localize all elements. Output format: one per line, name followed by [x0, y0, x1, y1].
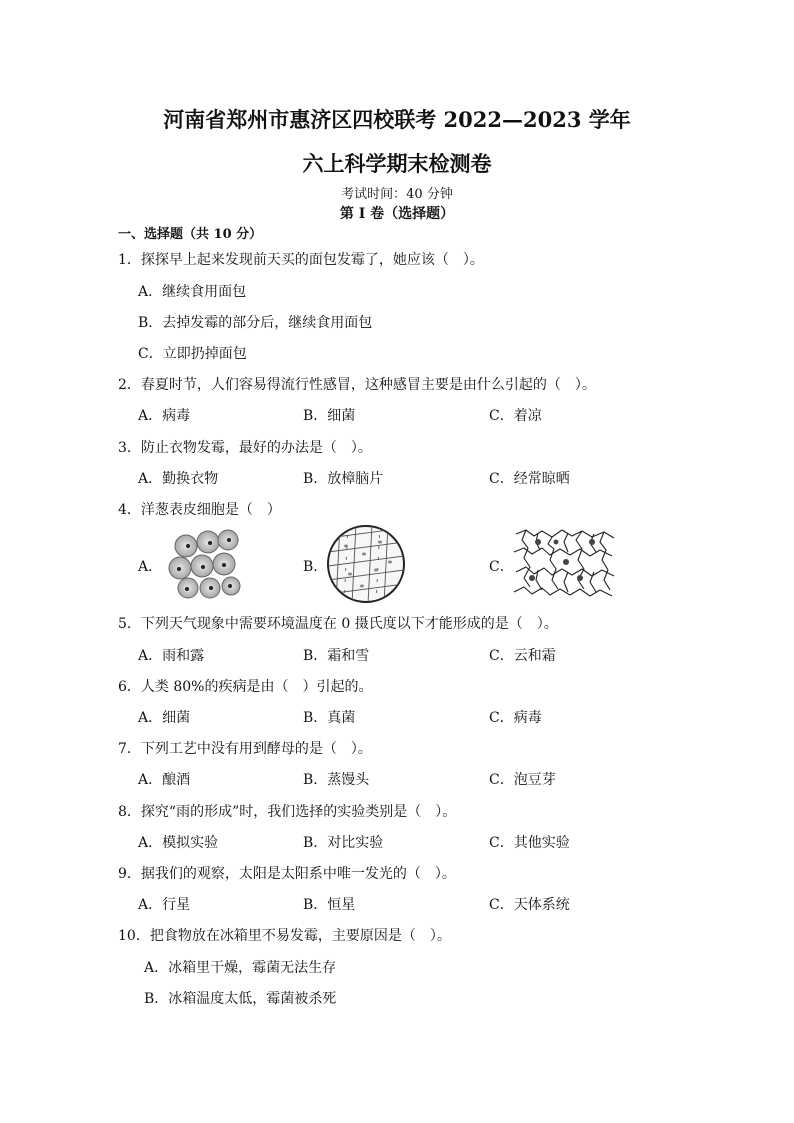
option-a: A．继续食用面包 [138, 284, 247, 300]
question-stem: 9．据我们的观察，太阳是太阳系中唯一发光的（ ）。 [118, 866, 456, 882]
option-b: B．去掉发霉的部分后，继续食用面包 [138, 315, 373, 331]
option-a: A． [138, 559, 163, 575]
irregular-cells-image [512, 528, 618, 600]
option-a: A．细菌 [138, 710, 191, 726]
option-b: B．放樟脑片 [303, 471, 384, 487]
question-stem: 6．人类 80%的疾病是由（ ）引起的。 [118, 679, 373, 695]
section-heading: 一、选择题（共 10 分） [118, 227, 263, 242]
option-a: A．勤换衣物 [138, 471, 219, 487]
option-c: C．经常晾晒 [489, 471, 570, 487]
question-stem: 7．下列工艺中没有用到酵母的是（ ）。 [118, 741, 372, 757]
option-a: A．病毒 [138, 408, 191, 424]
exam-title-line1: 河南省郑州市惠济区四校联考 2022—2023 学年 [163, 107, 631, 132]
option-b: B．冰箱温度太低，霉菌被杀死 [144, 991, 337, 1007]
option-c: C．云和霜 [489, 648, 556, 664]
question-stem: 2．春夏时节，人们容易得流行性感冒，这种感冒主要是由什么引起的（ ）。 [118, 377, 596, 393]
question-stem: 8．探究“雨的形成”时，我们选择的实验类别是（ ）。 [118, 804, 457, 820]
option-b: B． [303, 559, 328, 575]
option-b: B．细菌 [303, 408, 356, 424]
option-b: B．真菌 [303, 710, 356, 726]
question-stem: 1．探探早上起来发现前天买的面包发霉了，她应该（ ）。 [118, 252, 484, 268]
option-c: C． [489, 559, 514, 575]
option-b: B．霜和雪 [303, 648, 370, 664]
option-c: C．泡豆芽 [489, 772, 556, 788]
volume-heading: 第 I 卷（选择题） [339, 206, 455, 222]
question-stem: 4．洋葱表皮细胞是（ ） [118, 502, 281, 518]
option-a: A．模拟实验 [138, 835, 219, 851]
option-a: A．行星 [138, 897, 191, 913]
round-cells-image [166, 528, 246, 600]
option-c: C．病毒 [489, 710, 542, 726]
exam-time: 考试时间：40 分钟 [341, 187, 453, 202]
option-b: B．蒸馒头 [303, 772, 370, 788]
option-b: B．对比实验 [303, 835, 384, 851]
option-a: A．雨和露 [138, 648, 205, 664]
option-c: C．天体系统 [489, 897, 570, 913]
question-stem: 5．下列天气现象中需要环境温度在 0 摄氏度以下才能形成的是（ ）。 [118, 616, 558, 632]
option-b: B．恒星 [303, 897, 356, 913]
question-stem: 10．把食物放在冰箱里不易发霉，主要原因是（ ）。 [118, 928, 451, 944]
question-stem: 3．防止衣物发霉，最好的办法是（ ）。 [118, 440, 372, 456]
option-c: C．其他实验 [489, 835, 570, 851]
onion-epidermis-image [326, 524, 406, 604]
option-c: C．立即扔掉面包 [138, 346, 247, 362]
option-c: C．着凉 [489, 408, 542, 424]
exam-title-line2: 六上科学期末检测卷 [302, 151, 492, 176]
option-a: A．冰箱里干燥，霉菌无法生存 [144, 960, 337, 976]
option-a: A．酿酒 [138, 772, 191, 788]
